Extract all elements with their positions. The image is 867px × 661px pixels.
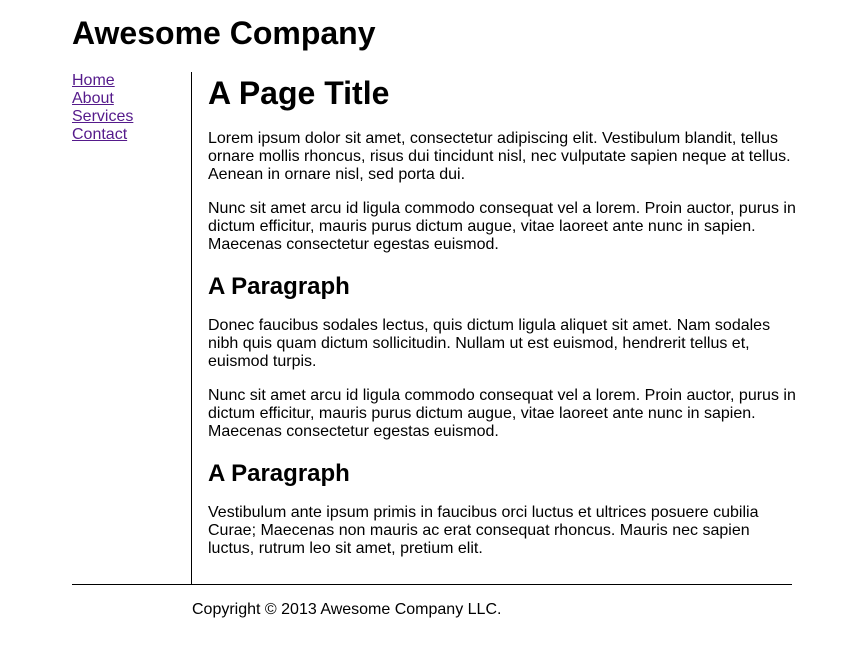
intro-paragraph-2: Nunc sit amet arcu id ligula commodo consequat vel a lorem. Proin auctor, purus in dictum efficitur, mauris purus dictum augue, vitae laoreet ante nunc in sapien. Maecenas consectetur egestas euismod. xyxy=(208,200,796,253)
nav-item-contact xyxy=(72,126,191,144)
nav-item-home xyxy=(72,72,191,90)
section-1-paragraph-2: Nunc sit amet arcu id ligula commodo consequat vel a lorem. Proin auctor, purus in dictum efficitur, mauris purus dictum augue, vitae laoreet ante nunc in sapien. Maecenas consectetur egestas euismod. xyxy=(208,387,796,440)
site-title: Awesome Company xyxy=(72,15,376,51)
section-2-paragraph-1: Vestibulum ante ipsum primis in faucibus orci luctus et ultrices posuere cubilia Curae; Maecenas non mauris ac erat consequat rhoncus. Mauris nec sapien luctus, rutrum leo sit amet, pretium elit. xyxy=(208,504,759,557)
nav-link-about[interactable]: About xyxy=(72,90,114,107)
section-heading-2: A Paragraph xyxy=(208,460,350,487)
footer-divider xyxy=(72,584,792,585)
section-heading-1: A Paragraph xyxy=(208,273,350,300)
nav-list xyxy=(72,72,191,144)
page-title: A Page Title xyxy=(208,75,390,111)
copyright-text: Copyright © 2013 Awesome Company LLC. xyxy=(192,601,502,618)
intro-paragraph-1: Lorem ipsum dolor sit amet, consectetur adipiscing elit. Vestibulum blandit, tellus ornare mollis rhoncus, risus dui tincidunt nisl, nec vulputate sapien neque at tellus. Aenean in ornare nisl, sed porta dui. xyxy=(208,130,791,183)
nav-item-about xyxy=(72,90,191,108)
nav-link-contact[interactable]: Contact xyxy=(72,126,128,143)
nav-item-services xyxy=(72,108,191,126)
nav-link-services[interactable]: Services xyxy=(72,108,134,125)
section-1-paragraph-1: Donec faucibus sodales lectus, quis dictum ligula aliquet sit amet. Nam sodales nibh quis quam dictum sollicitudin. Nullam ut est euismod, hendrerit tellus et, euismod turpis. xyxy=(208,317,771,370)
nav-link-home[interactable]: Home xyxy=(72,72,115,89)
sidebar-nav xyxy=(72,72,192,584)
main-content xyxy=(208,72,796,558)
